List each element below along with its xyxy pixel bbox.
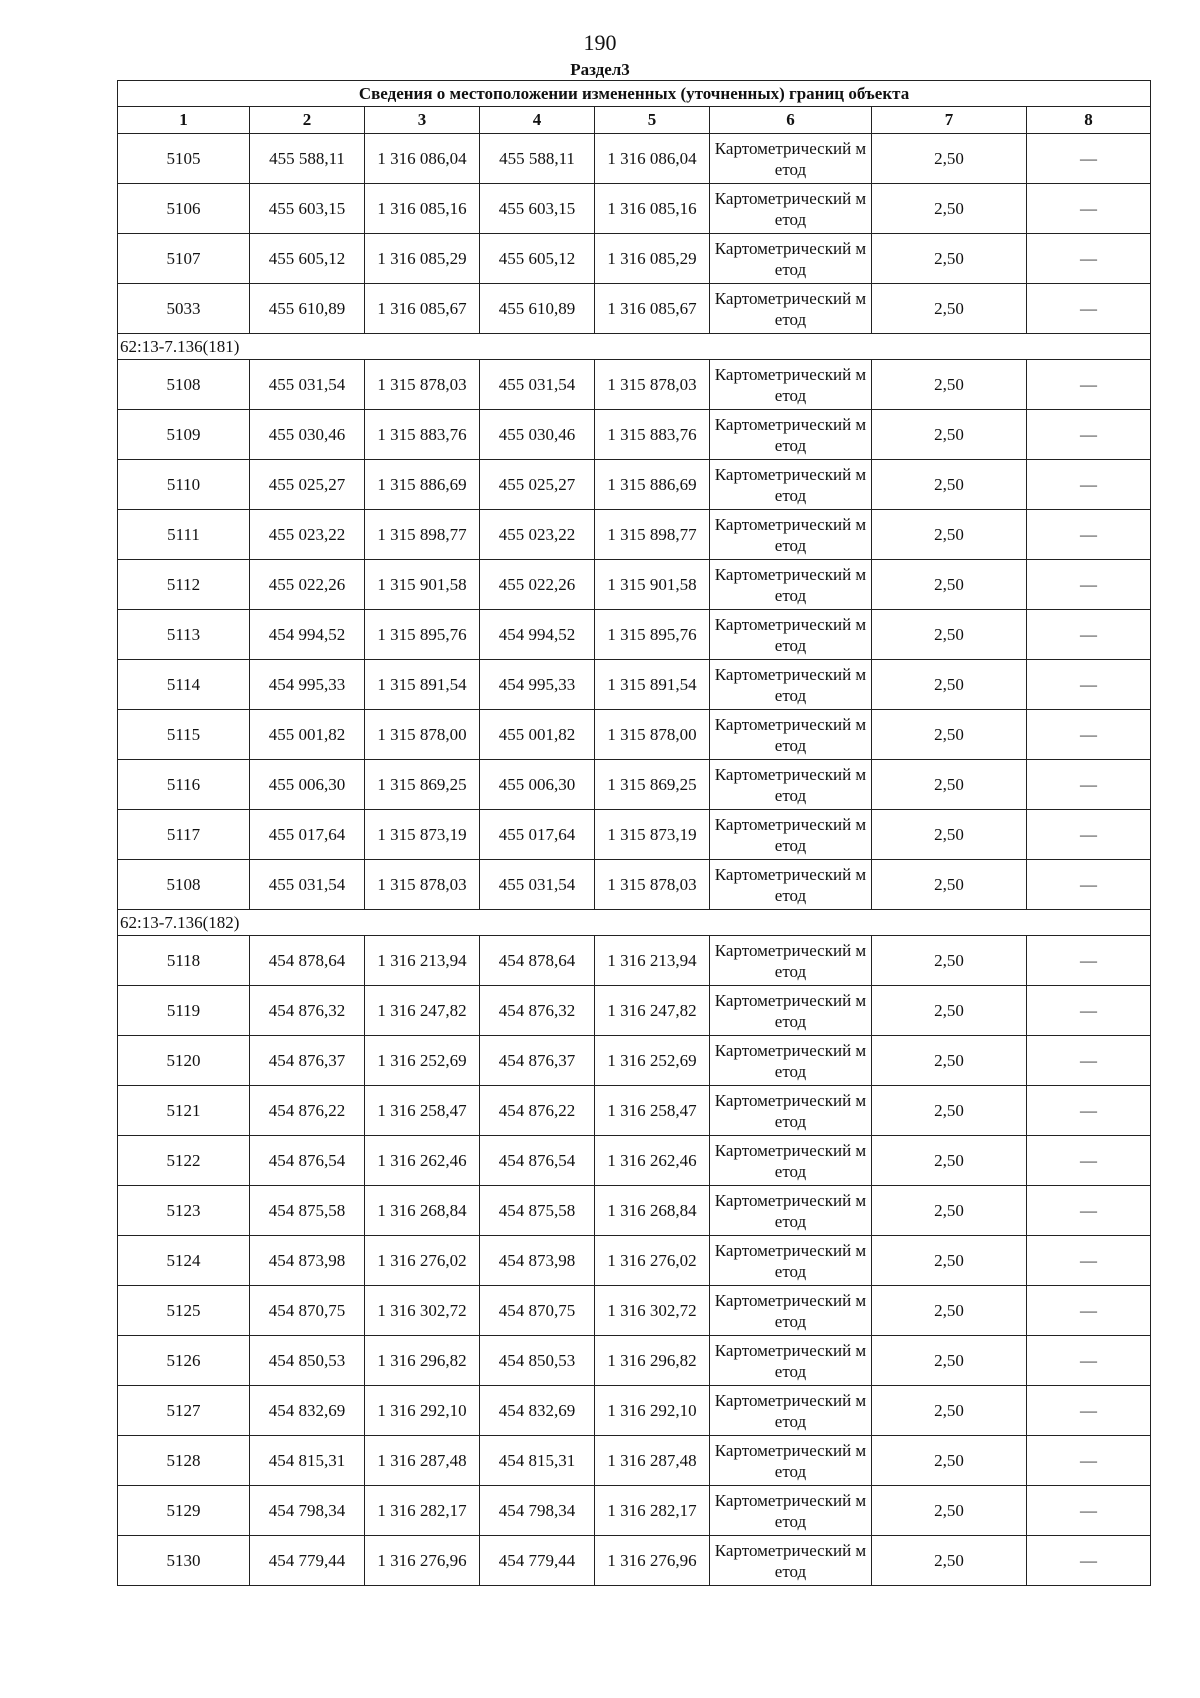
description-cell: —: [1027, 1386, 1151, 1436]
x-new-cell: 455 025,27: [480, 460, 595, 510]
point-number-cell: 5114: [118, 660, 250, 710]
table-row: [118, 134, 1151, 184]
x-new-cell: 455 023,22: [480, 510, 595, 560]
table-row: [118, 1486, 1151, 1536]
table-row: [118, 1536, 1151, 1586]
method-cell: Картометрический метод: [710, 1186, 872, 1236]
point-number-cell: 5122: [118, 1136, 250, 1186]
accuracy-cell: 2,50: [872, 936, 1027, 986]
y-old-cell: 1 316 276,96: [365, 1536, 480, 1586]
table-row: [118, 1436, 1151, 1486]
point-number-cell: 5126: [118, 1336, 250, 1386]
y-new-cell: 1 316 247,82: [595, 986, 710, 1036]
x-old-cell: 454 850,53: [250, 1336, 365, 1386]
y-old-cell: 1 316 086,04: [365, 134, 480, 184]
y-old-cell: 1 316 296,82: [365, 1336, 480, 1386]
y-new-cell: 1 316 292,10: [595, 1386, 710, 1436]
cadastral-group-label: 62:13-7.136(182): [118, 910, 1151, 936]
table-row: [118, 1236, 1151, 1286]
column-number: 7: [872, 107, 1027, 134]
description-cell: —: [1027, 1436, 1151, 1486]
method-cell: Картометрический метод: [710, 1086, 872, 1136]
x-new-cell: 454 876,22: [480, 1086, 595, 1136]
y-new-cell: 1 315 873,19: [595, 810, 710, 860]
y-old-cell: 1 316 252,69: [365, 1036, 480, 1086]
table-row: [118, 360, 1151, 410]
y-new-cell: 1 315 878,03: [595, 860, 710, 910]
point-number-cell: 5111: [118, 510, 250, 560]
accuracy-cell: 2,50: [872, 1186, 1027, 1236]
y-old-cell: 1 315 886,69: [365, 460, 480, 510]
x-old-cell: 454 875,58: [250, 1186, 365, 1236]
table-row: [118, 410, 1151, 460]
table-row: [118, 760, 1151, 810]
x-old-cell: 455 030,46: [250, 410, 365, 460]
method-cell: Картометрический метод: [710, 936, 872, 986]
y-new-cell: 1 316 213,94: [595, 936, 710, 986]
column-number: 4: [480, 107, 595, 134]
method-cell: Картометрический метод: [710, 184, 872, 234]
x-old-cell: 454 995,33: [250, 660, 365, 710]
method-cell: Картометрический метод: [710, 460, 872, 510]
table-row: [118, 1386, 1151, 1436]
y-new-cell: 1 316 085,29: [595, 234, 710, 284]
x-old-cell: 455 605,12: [250, 234, 365, 284]
x-old-cell: 454 870,75: [250, 1286, 365, 1336]
x-new-cell: 455 588,11: [480, 134, 595, 184]
point-number-cell: 5121: [118, 1086, 250, 1136]
y-new-cell: 1 315 878,00: [595, 710, 710, 760]
section-title: Раздел3: [570, 60, 630, 79]
x-new-cell: 455 001,82: [480, 710, 595, 760]
y-old-cell: 1 316 268,84: [365, 1186, 480, 1236]
y-old-cell: 1 316 085,16: [365, 184, 480, 234]
table-row: [118, 860, 1151, 910]
x-old-cell: 454 878,64: [250, 936, 365, 986]
table-caption-row: [118, 81, 1151, 107]
x-new-cell: 455 603,15: [480, 184, 595, 234]
y-new-cell: 1 316 086,04: [595, 134, 710, 184]
x-new-cell: 454 994,52: [480, 610, 595, 660]
x-old-cell: 455 006,30: [250, 760, 365, 810]
accuracy-cell: 2,50: [872, 1536, 1027, 1586]
y-new-cell: 1 316 085,16: [595, 184, 710, 234]
table-row: [118, 560, 1151, 610]
x-old-cell: 455 603,15: [250, 184, 365, 234]
method-cell: Картометрический метод: [710, 660, 872, 710]
cadastral-group-label: 62:13-7.136(181): [118, 334, 1151, 360]
y-new-cell: 1 316 302,72: [595, 1286, 710, 1336]
y-old-cell: 1 315 895,76: [365, 610, 480, 660]
column-number: 8: [1027, 107, 1151, 134]
x-new-cell: 455 017,64: [480, 810, 595, 860]
method-cell: Картометрический метод: [710, 1386, 872, 1436]
accuracy-cell: 2,50: [872, 860, 1027, 910]
table-row: [118, 810, 1151, 860]
y-old-cell: 1 316 302,72: [365, 1286, 480, 1336]
x-old-cell: 454 876,54: [250, 1136, 365, 1186]
x-old-cell: 454 876,32: [250, 986, 365, 1036]
method-cell: Картометрический метод: [710, 760, 872, 810]
table-row: [118, 284, 1151, 334]
column-number: 3: [365, 107, 480, 134]
description-cell: —: [1027, 936, 1151, 986]
point-number-cell: 5130: [118, 1536, 250, 1586]
y-old-cell: 1 316 085,67: [365, 284, 480, 334]
description-cell: —: [1027, 184, 1151, 234]
point-number-cell: 5033: [118, 284, 250, 334]
y-old-cell: 1 315 869,25: [365, 760, 480, 810]
y-old-cell: 1 315 878,00: [365, 710, 480, 760]
description-cell: —: [1027, 760, 1151, 810]
table-row: [118, 1186, 1151, 1236]
accuracy-cell: 2,50: [872, 460, 1027, 510]
column-number-row: [118, 107, 1151, 134]
x-new-cell: 455 006,30: [480, 760, 595, 810]
method-cell: Картометрический метод: [710, 410, 872, 460]
description-cell: —: [1027, 660, 1151, 710]
description-cell: —: [1027, 510, 1151, 560]
x-new-cell: 454 875,58: [480, 1186, 595, 1236]
description-cell: —: [1027, 1186, 1151, 1236]
table-row: [118, 1136, 1151, 1186]
x-new-cell: 454 876,37: [480, 1036, 595, 1086]
x-new-cell: 454 873,98: [480, 1236, 595, 1286]
description-cell: —: [1027, 1036, 1151, 1086]
y-new-cell: 1 316 296,82: [595, 1336, 710, 1386]
x-new-cell: 455 605,12: [480, 234, 595, 284]
x-new-cell: 455 031,54: [480, 860, 595, 910]
accuracy-cell: 2,50: [872, 510, 1027, 560]
x-new-cell: 454 876,32: [480, 986, 595, 1036]
y-old-cell: 1 316 085,29: [365, 234, 480, 284]
method-cell: Картометрический метод: [710, 284, 872, 334]
x-new-cell: 454 876,54: [480, 1136, 595, 1186]
table-row: [118, 184, 1151, 234]
description-cell: —: [1027, 560, 1151, 610]
point-number-cell: 5115: [118, 710, 250, 760]
accuracy-cell: 2,50: [872, 1386, 1027, 1436]
y-old-cell: 1 316 213,94: [365, 936, 480, 986]
group-header-row: [118, 334, 1151, 360]
accuracy-cell: 2,50: [872, 610, 1027, 660]
point-number-cell: 5125: [118, 1286, 250, 1336]
x-old-cell: 454 876,37: [250, 1036, 365, 1086]
y-old-cell: 1 315 901,58: [365, 560, 480, 610]
description-cell: —: [1027, 1486, 1151, 1536]
x-old-cell: 455 023,22: [250, 510, 365, 560]
group-header-row: [118, 910, 1151, 936]
x-old-cell: 455 001,82: [250, 710, 365, 760]
method-cell: Картометрический метод: [710, 560, 872, 610]
y-new-cell: 1 316 258,47: [595, 1086, 710, 1136]
accuracy-cell: 2,50: [872, 184, 1027, 234]
description-cell: —: [1027, 710, 1151, 760]
accuracy-cell: 2,50: [872, 1136, 1027, 1186]
accuracy-cell: 2,50: [872, 1286, 1027, 1336]
accuracy-cell: 2,50: [872, 284, 1027, 334]
description-cell: —: [1027, 1536, 1151, 1586]
y-old-cell: 1 316 247,82: [365, 986, 480, 1036]
point-number-cell: 5112: [118, 560, 250, 610]
y-old-cell: 1 316 258,47: [365, 1086, 480, 1136]
accuracy-cell: 2,50: [872, 134, 1027, 184]
point-number-cell: 5108: [118, 860, 250, 910]
method-cell: Картометрический метод: [710, 234, 872, 284]
table-row: [118, 710, 1151, 760]
y-new-cell: 1 315 869,25: [595, 760, 710, 810]
accuracy-cell: 2,50: [872, 1086, 1027, 1136]
x-new-cell: 454 850,53: [480, 1336, 595, 1386]
page-number: 190: [583, 30, 617, 55]
column-number: 6: [710, 107, 872, 134]
point-number-cell: 5116: [118, 760, 250, 810]
y-new-cell: 1 316 282,17: [595, 1486, 710, 1536]
accuracy-cell: 2,50: [872, 986, 1027, 1036]
method-cell: Картометрический метод: [710, 1286, 872, 1336]
y-new-cell: 1 315 886,69: [595, 460, 710, 510]
accuracy-cell: 2,50: [872, 810, 1027, 860]
table-row: [118, 510, 1151, 560]
y-old-cell: 1 315 878,03: [365, 860, 480, 910]
table-row: [118, 1286, 1151, 1336]
method-cell: Картометрический метод: [710, 1236, 872, 1286]
description-cell: —: [1027, 1236, 1151, 1286]
table-row: [118, 460, 1151, 510]
description-cell: —: [1027, 410, 1151, 460]
accuracy-cell: 2,50: [872, 1336, 1027, 1386]
y-old-cell: 1 316 287,48: [365, 1436, 480, 1486]
method-cell: Картометрический метод: [710, 810, 872, 860]
point-number-cell: 5128: [118, 1436, 250, 1486]
x-old-cell: 455 025,27: [250, 460, 365, 510]
x-new-cell: 455 030,46: [480, 410, 595, 460]
y-new-cell: 1 316 268,84: [595, 1186, 710, 1236]
point-number-cell: 5107: [118, 234, 250, 284]
column-number: 1: [118, 107, 250, 134]
point-number-cell: 5123: [118, 1186, 250, 1236]
y-new-cell: 1 316 276,02: [595, 1236, 710, 1286]
x-old-cell: 455 610,89: [250, 284, 365, 334]
column-number: 5: [595, 107, 710, 134]
point-number-cell: 5109: [118, 410, 250, 460]
x-new-cell: 454 832,69: [480, 1386, 595, 1436]
x-old-cell: 455 031,54: [250, 860, 365, 910]
x-new-cell: 454 779,44: [480, 1536, 595, 1586]
y-old-cell: 1 315 898,77: [365, 510, 480, 560]
x-new-cell: 455 022,26: [480, 560, 595, 610]
method-cell: Картометрический метод: [710, 860, 872, 910]
point-number-cell: 5127: [118, 1386, 250, 1436]
accuracy-cell: 2,50: [872, 410, 1027, 460]
accuracy-cell: 2,50: [872, 234, 1027, 284]
method-cell: Картометрический метод: [710, 510, 872, 560]
accuracy-cell: 2,50: [872, 1436, 1027, 1486]
description-cell: —: [1027, 810, 1151, 860]
y-new-cell: 1 316 252,69: [595, 1036, 710, 1086]
table-row: [118, 610, 1151, 660]
x-old-cell: 454 779,44: [250, 1536, 365, 1586]
method-cell: Картометрический метод: [710, 986, 872, 1036]
x-old-cell: 454 873,98: [250, 1236, 365, 1286]
accuracy-cell: 2,50: [872, 360, 1027, 410]
point-number-cell: 5106: [118, 184, 250, 234]
method-cell: Картометрический метод: [710, 1336, 872, 1386]
y-old-cell: 1 315 891,54: [365, 660, 480, 710]
description-cell: —: [1027, 360, 1151, 410]
x-new-cell: 454 870,75: [480, 1286, 595, 1336]
method-cell: Картометрический метод: [710, 1536, 872, 1586]
x-new-cell: 455 031,54: [480, 360, 595, 410]
y-new-cell: 1 315 891,54: [595, 660, 710, 710]
x-new-cell: 454 878,64: [480, 936, 595, 986]
y-old-cell: 1 315 883,76: [365, 410, 480, 460]
description-cell: —: [1027, 860, 1151, 910]
x-new-cell: 454 798,34: [480, 1486, 595, 1536]
method-cell: Картометрический метод: [710, 1136, 872, 1186]
description-cell: —: [1027, 460, 1151, 510]
x-old-cell: 454 876,22: [250, 1086, 365, 1136]
y-old-cell: 1 316 282,17: [365, 1486, 480, 1536]
method-cell: Картометрический метод: [710, 1436, 872, 1486]
description-cell: —: [1027, 1286, 1151, 1336]
y-new-cell: 1 315 895,76: [595, 610, 710, 660]
accuracy-cell: 2,50: [872, 1486, 1027, 1536]
x-new-cell: 454 995,33: [480, 660, 595, 710]
y-old-cell: 1 316 276,02: [365, 1236, 480, 1286]
table-row: [118, 936, 1151, 986]
description-cell: —: [1027, 284, 1151, 334]
point-number-cell: 5118: [118, 936, 250, 986]
accuracy-cell: 2,50: [872, 560, 1027, 610]
point-number-cell: 5113: [118, 610, 250, 660]
point-number-cell: 5105: [118, 134, 250, 184]
table-row: [118, 1036, 1151, 1086]
accuracy-cell: 2,50: [872, 1236, 1027, 1286]
x-old-cell: 455 017,64: [250, 810, 365, 860]
description-cell: —: [1027, 234, 1151, 284]
table-row: [118, 660, 1151, 710]
description-cell: —: [1027, 1136, 1151, 1186]
y-new-cell: 1 316 276,96: [595, 1536, 710, 1586]
table-row: [118, 234, 1151, 284]
method-cell: Картометрический метод: [710, 710, 872, 760]
x-old-cell: 455 588,11: [250, 134, 365, 184]
description-cell: —: [1027, 1086, 1151, 1136]
table-row: [118, 1336, 1151, 1386]
table-body: [118, 81, 1151, 1586]
boundary-coordinates-table: [117, 80, 1151, 1586]
table-row: [118, 1086, 1151, 1136]
y-new-cell: 1 316 085,67: [595, 284, 710, 334]
y-old-cell: 1 316 262,46: [365, 1136, 480, 1186]
method-cell: Картометрический метод: [710, 1486, 872, 1536]
method-cell: Картометрический метод: [710, 360, 872, 410]
x-old-cell: 455 031,54: [250, 360, 365, 410]
x-old-cell: 454 994,52: [250, 610, 365, 660]
accuracy-cell: 2,50: [872, 660, 1027, 710]
table-row: [118, 986, 1151, 1036]
y-new-cell: 1 316 262,46: [595, 1136, 710, 1186]
x-new-cell: 455 610,89: [480, 284, 595, 334]
y-new-cell: 1 315 883,76: [595, 410, 710, 460]
point-number-cell: 5108: [118, 360, 250, 410]
y-new-cell: 1 316 287,48: [595, 1436, 710, 1486]
x-old-cell: 455 022,26: [250, 560, 365, 610]
method-cell: Картометрический метод: [710, 610, 872, 660]
y-new-cell: 1 315 878,03: [595, 360, 710, 410]
point-number-cell: 5129: [118, 1486, 250, 1536]
column-number: 2: [250, 107, 365, 134]
point-number-cell: 5119: [118, 986, 250, 1036]
y-old-cell: 1 316 292,10: [365, 1386, 480, 1436]
description-cell: —: [1027, 986, 1151, 1036]
description-cell: —: [1027, 610, 1151, 660]
accuracy-cell: 2,50: [872, 710, 1027, 760]
description-cell: —: [1027, 134, 1151, 184]
y-old-cell: 1 315 878,03: [365, 360, 480, 410]
y-new-cell: 1 315 901,58: [595, 560, 710, 610]
accuracy-cell: 2,50: [872, 760, 1027, 810]
point-number-cell: 5124: [118, 1236, 250, 1286]
x-old-cell: 454 798,34: [250, 1486, 365, 1536]
method-cell: Картометрический метод: [710, 134, 872, 184]
method-cell: Картометрический метод: [710, 1036, 872, 1086]
x-old-cell: 454 832,69: [250, 1386, 365, 1436]
x-old-cell: 454 815,31: [250, 1436, 365, 1486]
point-number-cell: 5120: [118, 1036, 250, 1086]
table-caption: Сведения о местоположении измененных (уточненных) границ объекта: [118, 81, 1151, 107]
x-new-cell: 454 815,31: [480, 1436, 595, 1486]
point-number-cell: 5117: [118, 810, 250, 860]
y-new-cell: 1 315 898,77: [595, 510, 710, 560]
y-old-cell: 1 315 873,19: [365, 810, 480, 860]
description-cell: —: [1027, 1336, 1151, 1386]
accuracy-cell: 2,50: [872, 1036, 1027, 1086]
point-number-cell: 5110: [118, 460, 250, 510]
